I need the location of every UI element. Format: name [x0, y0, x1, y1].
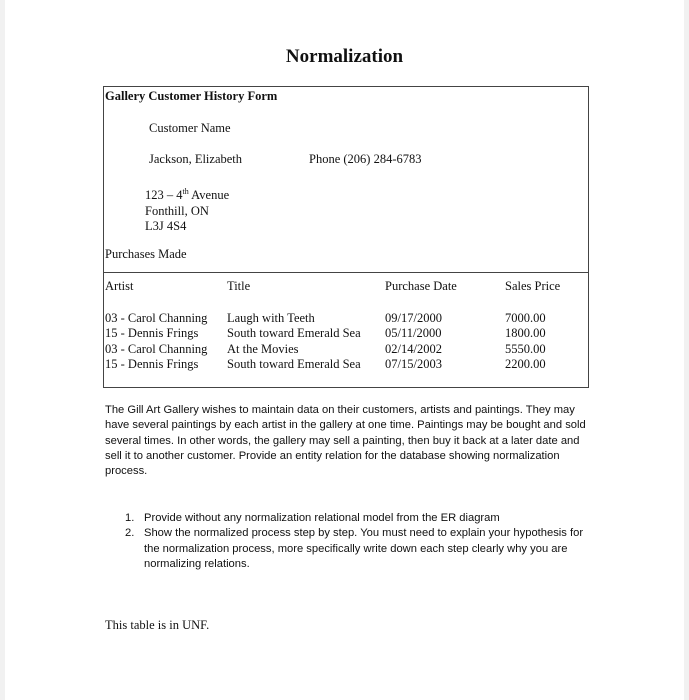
- cell-purchase-date: 09/17/2000: [385, 311, 442, 325]
- phone-value: Phone (206) 284-6783: [309, 152, 422, 166]
- cell-sales-price: 1800.00: [505, 326, 546, 340]
- question-list: [125, 511, 595, 572]
- purchases-label: Purchases Made: [105, 247, 187, 261]
- cell-sales-price: 5550.00: [505, 342, 546, 356]
- cell-artist: 03 - Carol Channing: [105, 342, 208, 356]
- description-paragraph: The Gill Art Gallery wishes to maintain data on their customers, artists and paintings. They may have several paintings by each artist in the gallery at one time. Paintings may be bought and sold several times. In other words, the gallery may sell a painting, then buy it back at a later date and sell it to another customer. Provide an entity relation for the database showing normalization process.: [105, 404, 586, 478]
- column-header-sales-price: Sales Price: [505, 279, 561, 293]
- cell-title: Laugh with Teeth: [227, 311, 315, 325]
- cell-purchase-date: 07/15/2003: [385, 357, 442, 371]
- form-title: Gallery Customer History Form: [105, 89, 278, 103]
- column-header-artist: Artist: [105, 279, 134, 293]
- column-header-title: Title: [227, 279, 251, 293]
- question-text: Provide without any normalization relational model from the ER diagram: [144, 512, 500, 524]
- address-postal: L3J 4S4: [145, 219, 187, 234]
- customer-address: [145, 184, 229, 235]
- document-page: [5, 0, 684, 700]
- address-street: 123 – 4th Avenue: [145, 187, 230, 203]
- column-header-purchase-date: Purchase Date: [385, 279, 457, 293]
- customer-name-value: Jackson, Elizabeth: [149, 152, 243, 166]
- page-title: Normalization: [285, 46, 404, 67]
- cell-purchase-date: 02/14/2002: [385, 342, 442, 356]
- question-number: 1.: [125, 512, 135, 524]
- customer-name-label: Customer Name: [149, 121, 231, 135]
- cell-artist: 15 - Dennis Frings: [105, 326, 199, 340]
- cell-artist: 03 - Carol Channing: [105, 311, 208, 325]
- address-city: Fonthill, ON: [145, 203, 209, 218]
- cell-sales-price: 2200.00: [505, 357, 546, 371]
- footer-note: This table is in UNF.: [105, 618, 210, 632]
- cell-sales-price: 7000.00: [505, 311, 546, 325]
- cell-title: At the Movies: [227, 342, 299, 356]
- cell-artist: 15 - Dennis Frings: [105, 357, 199, 371]
- cell-title: South toward Emerald Sea: [227, 357, 361, 371]
- list-item: [125, 511, 595, 526]
- list-item: [125, 526, 595, 572]
- cell-title: South toward Emerald Sea: [227, 326, 361, 340]
- question-number: 2.: [125, 527, 135, 540]
- cell-purchase-date: 05/11/2000: [385, 326, 442, 340]
- question-text: Show the normalized process step by step. You must need to explain your hypothesis for the normalization process, more specifically write down each step clearly why you are normalizing relations.: [144, 527, 584, 570]
